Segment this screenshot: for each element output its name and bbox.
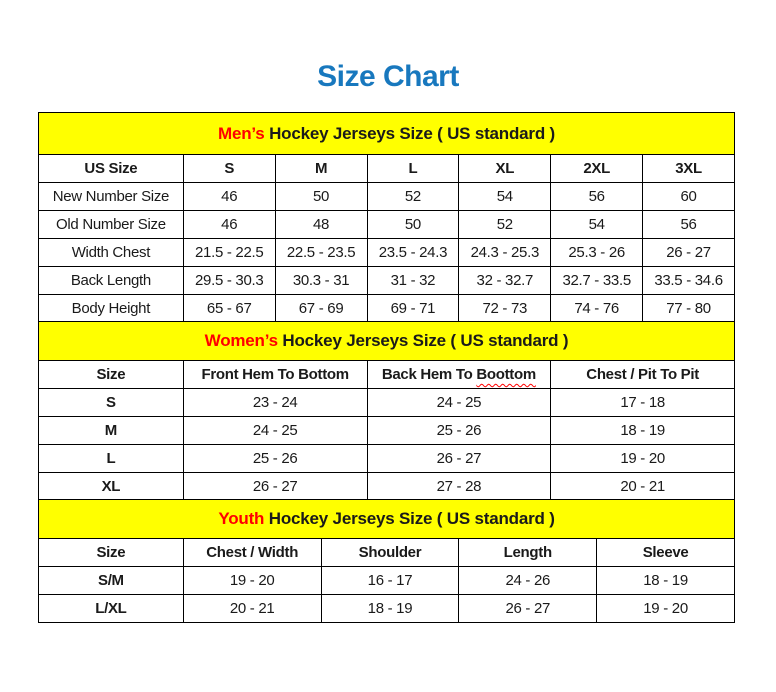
womens-header-text: Back Hem To <box>381 366 477 383</box>
womens-size-value: 27 - 28 <box>367 473 551 501</box>
mens-column-header: S <box>183 155 275 183</box>
youth-size-value: 19 - 20 <box>183 567 321 595</box>
mens-banner-text: Hockey Jerseys Size ( US standard ) <box>264 123 555 143</box>
mens-size-value: 33.5 - 34.6 <box>643 267 735 295</box>
womens-size-value: 17 - 18 <box>551 389 735 417</box>
womens-row-label: M <box>39 417 184 445</box>
youth-banner-highlight: Youth <box>218 509 265 528</box>
size-tables <box>0 112 776 623</box>
mens-size-value: 67 - 69 <box>275 295 367 323</box>
mens-column-header: US Size <box>39 155 184 183</box>
youth-column-header: Shoulder <box>321 539 459 567</box>
mens-row-label: New Number Size <box>39 183 184 211</box>
mens-row-label: Body Height <box>39 295 184 323</box>
mens-banner-highlight: Men’s <box>218 123 265 143</box>
womens-size-value: 23 - 24 <box>183 389 367 417</box>
youth-size-table <box>38 499 735 623</box>
mens-size-value: 24.3 - 25.3 <box>459 239 551 267</box>
mens-size-value: 22.5 - 23.5 <box>275 239 367 267</box>
mens-size-value: 50 <box>367 211 459 239</box>
mens-column-header: M <box>275 155 367 183</box>
mens-row-label: Back Length <box>39 267 184 295</box>
mens-size-value: 52 <box>367 183 459 211</box>
mens-size-value: 29.5 - 30.3 <box>183 267 275 295</box>
mens-size-table <box>38 112 735 323</box>
mens-row-label: Width Chest <box>39 239 184 267</box>
mens-size-value: 50 <box>275 183 367 211</box>
youth-column-header: Length <box>459 539 597 567</box>
mens-column-header: 2XL <box>551 155 643 183</box>
mens-size-value: 54 <box>551 211 643 239</box>
womens-column-header: Size <box>39 361 184 389</box>
mens-size-value: 23.5 - 24.3 <box>367 239 459 267</box>
womens-column-header: Front Hem To Bottom <box>183 361 367 389</box>
mens-size-value: 56 <box>643 211 735 239</box>
youth-section-banner <box>39 500 735 539</box>
womens-table-row <box>39 445 735 473</box>
mens-size-value: 26 - 27 <box>643 239 735 267</box>
mens-size-value: 46 <box>183 183 275 211</box>
womens-section-banner <box>39 322 735 361</box>
womens-size-value: 19 - 20 <box>551 445 735 473</box>
womens-row-label: XL <box>39 473 184 501</box>
mens-size-value: 31 - 32 <box>367 267 459 295</box>
mens-size-value: 52 <box>459 211 551 239</box>
womens-column-header: Chest / Pit To Pit <box>551 361 735 389</box>
womens-table-row <box>39 473 735 501</box>
youth-table-row <box>39 595 735 623</box>
youth-size-value: 16 - 17 <box>321 567 459 595</box>
womens-column-header <box>367 361 551 389</box>
youth-size-value: 18 - 19 <box>321 595 459 623</box>
mens-size-value: 60 <box>643 183 735 211</box>
youth-table-row <box>39 567 735 595</box>
womens-size-value: 20 - 21 <box>551 473 735 501</box>
womens-table-row <box>39 389 735 417</box>
mens-size-value: 46 <box>183 211 275 239</box>
youth-size-value: 20 - 21 <box>183 595 321 623</box>
youth-column-header: Size <box>39 539 184 567</box>
womens-size-value: 18 - 19 <box>551 417 735 445</box>
youth-column-header: Sleeve <box>597 539 735 567</box>
mens-size-value: 65 - 67 <box>183 295 275 323</box>
mens-column-header: XL <box>459 155 551 183</box>
page-title: Size Chart <box>317 60 459 93</box>
mens-size-value: 77 - 80 <box>643 295 735 323</box>
mens-size-value: 30.3 - 31 <box>275 267 367 295</box>
mens-size-value: 32.7 - 33.5 <box>551 267 643 295</box>
youth-column-header: Chest / Width <box>183 539 321 567</box>
mens-size-value: 21.5 - 22.5 <box>183 239 275 267</box>
mens-table-row <box>39 295 735 323</box>
womens-size-value: 24 - 25 <box>183 417 367 445</box>
mens-size-value: 32 - 32.7 <box>459 267 551 295</box>
womens-size-value: 25 - 26 <box>367 417 551 445</box>
mens-size-value: 74 - 76 <box>551 295 643 323</box>
womens-misspelled-word: Boottom <box>476 366 536 383</box>
mens-size-value: 72 - 73 <box>459 295 551 323</box>
womens-size-value: 26 - 27 <box>183 473 367 501</box>
youth-row-label: L/XL <box>39 595 184 623</box>
mens-section-banner <box>39 113 735 155</box>
mens-size-value: 54 <box>459 183 551 211</box>
youth-size-value: 26 - 27 <box>459 595 597 623</box>
womens-size-value: 24 - 25 <box>367 389 551 417</box>
mens-table-row <box>39 183 735 211</box>
mens-size-value: 48 <box>275 211 367 239</box>
youth-size-value: 19 - 20 <box>597 595 735 623</box>
youth-banner-text: Hockey Jerseys Size ( US standard ) <box>264 509 555 528</box>
mens-size-value: 69 - 71 <box>367 295 459 323</box>
mens-column-header: 3XL <box>643 155 735 183</box>
mens-column-header: L <box>367 155 459 183</box>
womens-banner-text: Hockey Jerseys Size ( US standard ) <box>277 331 569 350</box>
mens-row-label: Old Number Size <box>39 211 184 239</box>
youth-size-value: 18 - 19 <box>597 567 735 595</box>
mens-table-row <box>39 239 735 267</box>
womens-table-row <box>39 417 735 445</box>
youth-size-value: 24 - 26 <box>459 567 597 595</box>
mens-size-value: 25.3 - 26 <box>551 239 643 267</box>
womens-row-label: L <box>39 445 184 473</box>
womens-size-value: 25 - 26 <box>183 445 367 473</box>
womens-banner-highlight: Women’s <box>204 331 278 350</box>
youth-row-label: S/M <box>39 567 184 595</box>
womens-size-table <box>38 321 735 501</box>
womens-size-value: 26 - 27 <box>367 445 551 473</box>
mens-table-row <box>39 211 735 239</box>
mens-size-value: 56 <box>551 183 643 211</box>
mens-table-row <box>39 267 735 295</box>
womens-row-label: S <box>39 389 184 417</box>
